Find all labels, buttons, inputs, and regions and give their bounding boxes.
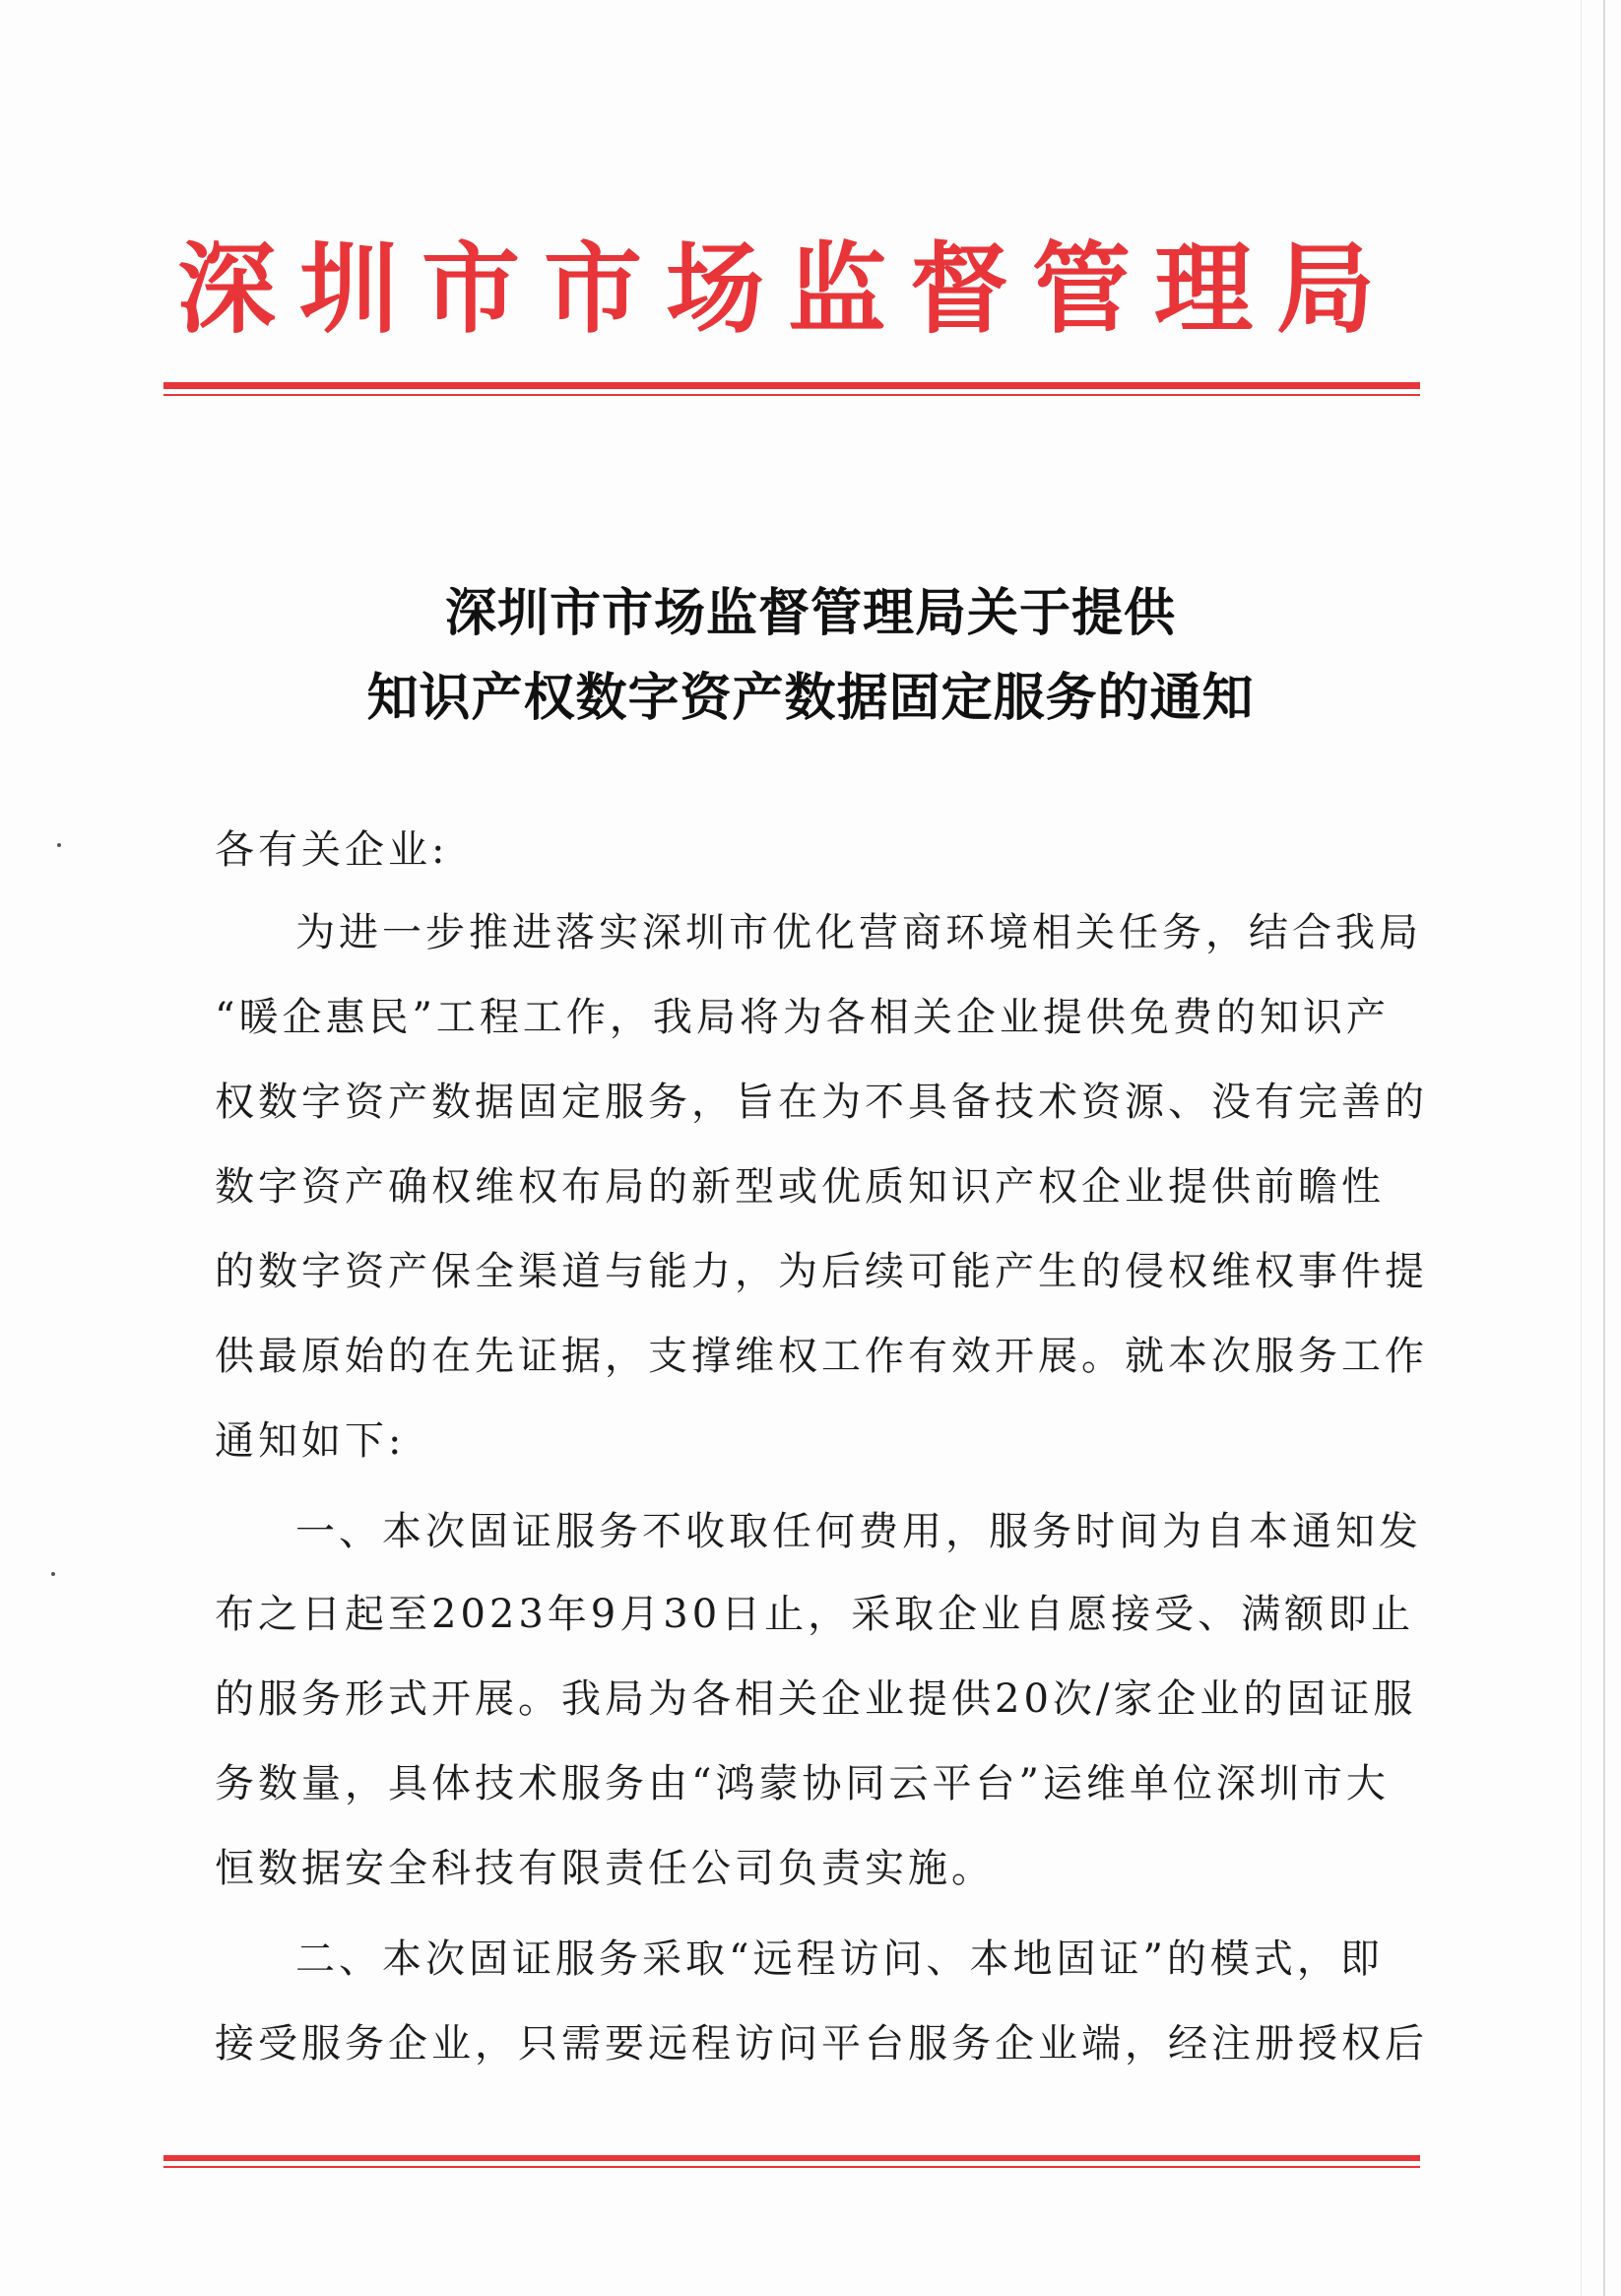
scan-speck [57, 843, 61, 847]
body-line: 恒数据安全科技有限责任公司负责实施。 [215, 1846, 995, 1891]
body-line: 布之日起至2023年9月30日止，采取企业自愿接受、满额即止 [215, 1592, 1415, 1637]
scan-edge-line [1603, 0, 1605, 2296]
letterhead-rule-thin [163, 394, 1420, 396]
salutation: 各有关企业: [215, 827, 449, 873]
body-line: 通知如下: [215, 1418, 406, 1464]
body-line: 权数字资产数据固定服务，旨在为不具备技术资源、没有完善的 [215, 1080, 1428, 1125]
footer-rule-thin [163, 2166, 1420, 2168]
scan-edge-line-inner [1581, 0, 1582, 2296]
body-line: 一、本次固证服务不收取任何费用，服务时间为自本通知发 [295, 1509, 1422, 1554]
body-line: 供最原始的在先证据，支撑维权工作有效开展。就本次服务工作 [215, 1334, 1428, 1379]
footer-rule-thick [163, 2155, 1420, 2161]
body-line: 数字资产确权维权布局的新型或优质知识产权企业提供前瞻性 [215, 1164, 1385, 1210]
body-line: 接受服务企业，只需要远程访问平台服务企业端，经注册授权后 [215, 2021, 1428, 2066]
document-title-line-2: 知识产权数字资产数据固定服务的通知 [366, 668, 1255, 728]
body-line: 务数量，具体技术服务由“鸿蒙协同云平台”运维单位深圳市大 [215, 1761, 1390, 1806]
body-line: 的服务形式开展。我局为各相关企业提供20次/家企业的固证服 [215, 1676, 1417, 1722]
scan-speck [51, 1572, 55, 1576]
document-title-line-1: 深圳市市场监督管理局关于提供 [444, 583, 1176, 643]
agency-letterhead: 深圳市市场监督管理局 [177, 230, 1398, 347]
body-line: 为进一步推进落实深圳市优化营商环境相关任务，结合我局 [295, 910, 1422, 955]
body-line: “暖企惠民”工程工作，我局将为各相关企业提供免费的知识产 [215, 995, 1390, 1040]
letterhead-rule-thick [163, 382, 1420, 389]
body-line: 二、本次固证服务采取“远程访问、本地固证”的模式，即 [295, 1936, 1384, 1982]
body-line: 的数字资产保全渠道与能力，为后续可能产生的侵权维权事件提 [215, 1249, 1428, 1294]
